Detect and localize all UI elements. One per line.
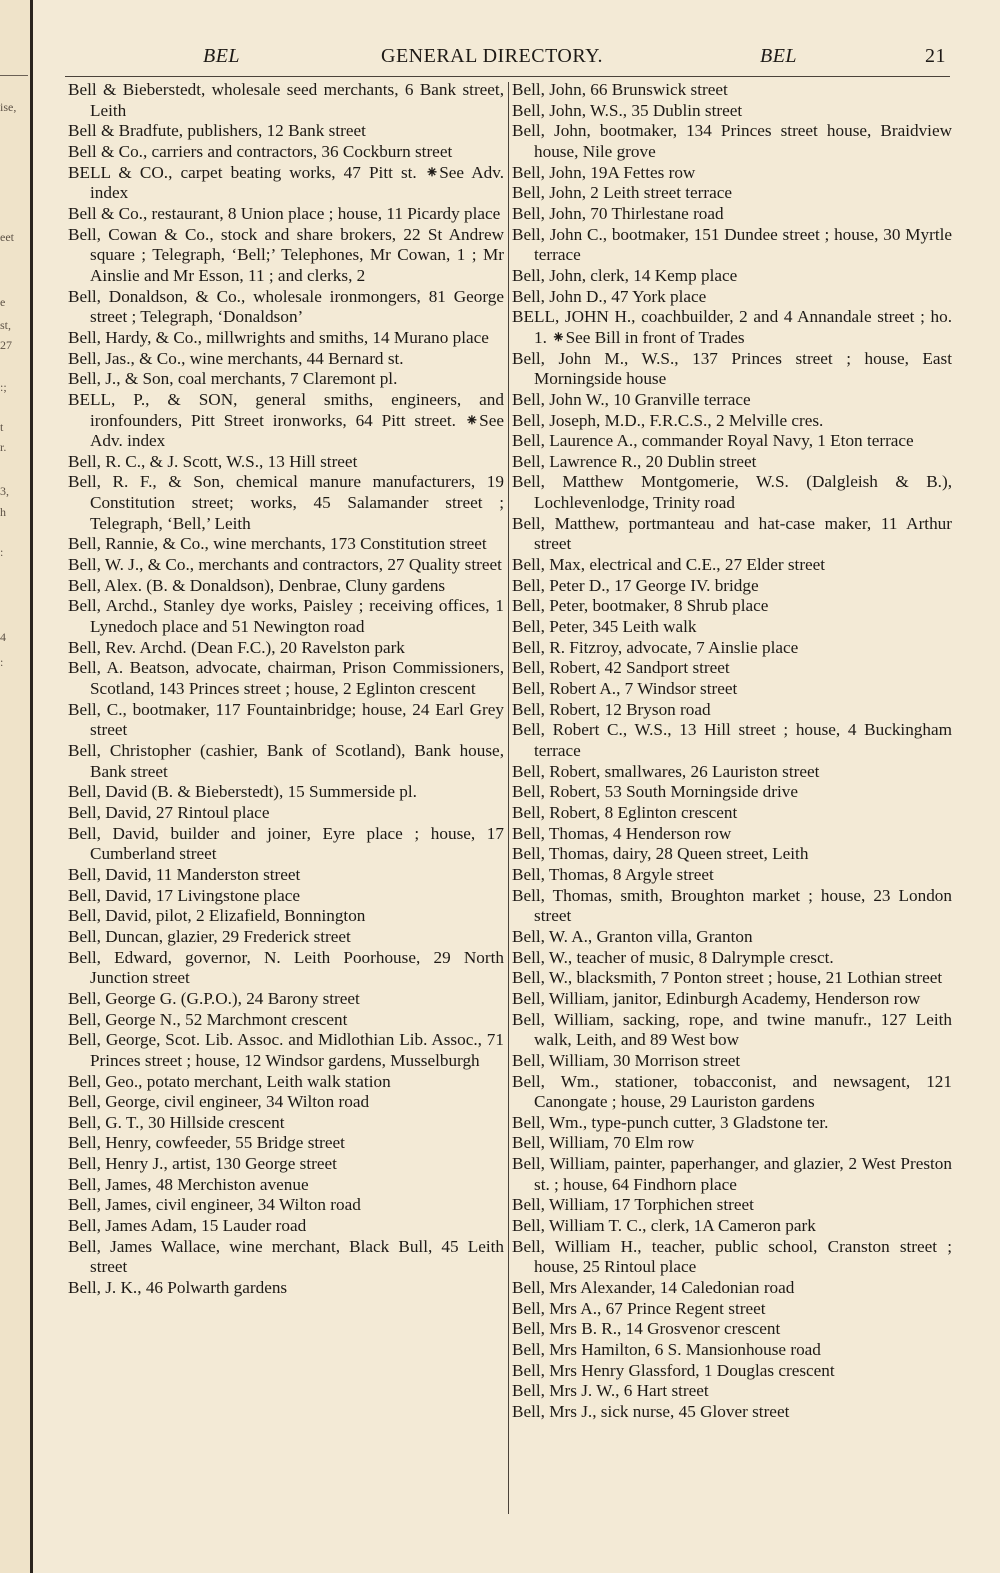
directory-entry: Bell, Max, electrical and C.E., 27 Elder street (512, 555, 826, 575)
directory-entry: Bell, John M., W.S., 137 Princes street ; house, East Morningside house (512, 348, 952, 389)
directory-entry: Bell & Bieberstedt, wholesale seed merchants, 6 Bank street, Leith (68, 80, 504, 120)
directory-entry: Bell, Robert C., W.S., 13 Hill street ; house, 4 Buckingham terrace (512, 720, 952, 760)
directory-entry: Bell, William H., teacher, public school, Cranston street ; house, 25 Rintoul place (512, 1236, 952, 1277)
directory-entry: Bell, W. A., Granton villa, Granton (512, 926, 753, 946)
margin-fragment: 27 (0, 338, 12, 352)
margin-fragment: e (0, 295, 6, 309)
directory-entry: Bell, Rannie, & Co., wine merchants, 173 Constitution street (68, 534, 487, 554)
margin-fragment: st, (0, 318, 12, 332)
directory-entry: Bell, Alex. (B. & Donaldson), Denbrae, Cluny gardens (68, 575, 446, 595)
directory-entry: Bell, Hardy, & Co., millwrights and smiths, 14 Murano place (68, 327, 489, 347)
directory-entry: Bell, Peter D., 17 George IV. bridge (512, 575, 759, 595)
margin-fragment: r. (0, 440, 7, 454)
directory-entry: Bell, J., & Son, coal merchants, 7 Claremont pl. (68, 369, 398, 389)
directory-entry: Bell, W. J., & Co., merchants and contractors, 27 Quality street (68, 555, 502, 575)
directory-entry: Bell, Lawrence R., 20 Dublin street (512, 451, 757, 471)
directory-entry: Bell, James, civil engineer, 34 Wilton road (68, 1195, 361, 1215)
directory-entry: Bell, John, bootmaker, 134 Princes street house, Braidview house, Nile grove (512, 121, 952, 161)
directory-entry: Bell, William, 70 Elm row (512, 1133, 695, 1153)
directory-entry: Bell, Robert, 8 Eglinton crescent (512, 802, 738, 822)
directory-entry: Bell, Mrs Alexander, 14 Caledonian road (512, 1278, 795, 1298)
directory-entry: Bell, G. T., 30 Hillside crescent (68, 1112, 285, 1132)
margin-fragment: eet (0, 230, 14, 244)
directory-entry: Bell, W., teacher of music, 8 Dalrymple cresct. (512, 947, 834, 967)
margin-fragment: ise, (0, 100, 17, 114)
directory-entry: Bell, Donaldson, & Co., wholesale ironmongers, 81 George street ; Telegraph, ‘Donaldson’ (68, 286, 504, 327)
directory-entry: Bell, R. Fitzroy, advocate, 7 Ainslie place (512, 637, 799, 657)
directory-entry: Bell, James Adam, 15 Lauder road (68, 1216, 307, 1236)
directory-entry: Bell, David, 11 Manderston street (68, 864, 301, 884)
directory-entry: Bell, John, 70 Thirlestane road (512, 203, 724, 223)
margin-rule-line (0, 75, 28, 76)
directory-entry: Bell, Mrs J., sick nurse, 45 Glover street (512, 1402, 790, 1421)
directory-entry: Bell, Henry, cowfeeder, 55 Bridge street (68, 1133, 345, 1153)
directory-entry: Bell, Edward, governor, N. Leith Poorhouse, 29 North Junction street (68, 947, 504, 988)
directory-entry: Bell, John, 66 Brunswick street (512, 80, 728, 99)
directory-entry: Bell, R. C., & J. Scott, W.S., 13 Hill street (68, 451, 358, 471)
margin-fragment: : (0, 545, 4, 559)
directory-entry: Bell, John D., 47 York place (512, 286, 707, 306)
directory-entry: Bell, George, Scot. Lib. Assoc. and Midlothian Lib. Assoc., 71 Princes street ; house, 12 Windsor gardens, Musselburgh (68, 1030, 504, 1070)
directory-entry: Bell, Mrs Henry Glassford, 1 Douglas crescent (512, 1360, 835, 1380)
directory-entry: Bell, Archd., Stanley dye works, Paisley ; receiving offices, 1 Lynedoch place and 51 Newington road (68, 596, 504, 637)
directory-entry: Bell, David, builder and joiner, Eyre place ; house, 17 Cumberland street (68, 823, 504, 864)
page-gutter-rule (30, 0, 33, 1573)
directory-entry: Bell, Robert A., 7 Windsor street (512, 679, 738, 699)
left-column (68, 80, 504, 1299)
margin-fragment: : (0, 655, 4, 669)
directory-entry: Bell & Bradfute, publishers, 12 Bank street (68, 121, 366, 141)
margin-fragment: h (0, 505, 6, 519)
directory-entry: Bell, C., bootmaker, 117 Fountainbridge; house, 24 Earl Grey street (68, 699, 504, 740)
directory-entry: Bell, Thomas, 4 Henderson row (512, 823, 732, 843)
directory-entry: Bell, Thomas, dairy, 28 Queen street, Leith (512, 844, 809, 864)
margin-fragment: 3, (0, 484, 9, 498)
directory-entry: Bell, William T. C., clerk, 1A Cameron park (512, 1216, 816, 1236)
directory-entry: Bell, David, 27 Rintoul place (68, 802, 270, 822)
directory-entry: Bell, Laurence A., commander Royal Navy, 1 Eton terrace (512, 431, 914, 451)
directory-entry: Bell, John C., bootmaker, 151 Dundee street ; house, 30 Myrtle terrace (512, 224, 952, 265)
directory-entry: Bell, Matthew Montgomerie, W.S. (Dalgleish & B.), Lochlevenlodge, Trinity road (512, 472, 952, 513)
header-left-guideword: BEL (203, 45, 241, 67)
directory-entry: Bell, Duncan, glazier, 29 Frederick street (68, 926, 351, 946)
directory-entry: Bell, William, sacking, rope, and twine manufr., 127 Leith walk, Leith, and 89 West bow (512, 1009, 952, 1050)
directory-entry: Bell, George, civil engineer, 34 Wilton road (68, 1092, 370, 1112)
directory-entry: Bell, R. F., & Son, chemical manure manufacturers, 19 Constitution street; works, 45 Salamander street ; Telegraph, ‘Bell,’ Leith (68, 472, 504, 533)
directory-entry: Bell, Peter, 345 Leith walk (512, 617, 697, 637)
directory-entry: Bell, Jas., & Co., wine merchants, 44 Bernard st. (68, 348, 404, 368)
directory-entry: BELL & CO., carpet beating works, 47 Pitt st. ⁕See Adv. index (68, 162, 504, 203)
margin-fragment: 4 (0, 630, 6, 644)
directory-entry: Bell, Cowan & Co., stock and share brokers, 22 St Andrew square ; Telegraph, ‘Bell;’ Telephones, Mr Cowan, 1 ; Mr Ainslie and Mr Esson, 11 ; and clerks, 2 (68, 224, 504, 285)
directory-entry: Bell, Peter, bootmaker, 8 Shrub place (512, 596, 769, 616)
directory-entry: Bell, James, 48 Merchiston avenue (68, 1174, 309, 1194)
directory-entry: Bell, Wm., stationer, tobacconist, and newsagent, 121 Canongate ; house, 29 Lauriston gardens (512, 1071, 952, 1112)
directory-entry: Bell, David, 17 Livingstone place (68, 885, 300, 905)
header-rule (65, 76, 950, 77)
directory-entry: Bell, William, 30 Morrison street (512, 1050, 741, 1070)
adjacent-page-margin (0, 0, 30, 1573)
directory-entry: Bell, Thomas, smith, Broughton market ; house, 23 London street (512, 885, 952, 926)
directory-entry: Bell, George N., 52 Marchmont crescent (68, 1009, 348, 1029)
directory-entry: Bell, John, 19A Fettes row (512, 162, 696, 182)
directory-entry: Bell, John, W.S., 35 Dublin street (512, 100, 743, 120)
directory-entry: Bell, J. K., 46 Polwarth gardens (68, 1278, 288, 1298)
directory-entry: Bell, John, 2 Leith street terrace (512, 183, 733, 203)
directory-entry: Bell, A. Beatson, advocate, chairman, Prison Commissioners, Scotland, 143 Princes street ; house, 2 Eglinton crescent (68, 658, 504, 699)
directory-entry: Bell, Robert, 42 Sandport street (512, 658, 730, 678)
directory-entry: Bell, David, pilot, 2 Elizafield, Bonnington (68, 906, 366, 926)
directory-entry: Bell, David (B. & Bieberstedt), 15 Summerside pl. (68, 782, 417, 802)
directory-entry: Bell, John, clerk, 14 Kemp place (512, 265, 738, 285)
directory-entry: BELL, JOHN H., coachbuilder, 2 and 4 Annandale street ; ho. 1. ⁕See Bill in front of Trades (512, 307, 952, 347)
directory-entry: Bell, George G. (G.P.O.), 24 Barony street (68, 988, 360, 1008)
directory-entry: Bell, John W., 10 Granville terrace (512, 389, 751, 409)
column-divider (508, 82, 509, 1514)
directory-entry: Bell, Robert, smallwares, 26 Lauriston street (512, 761, 820, 781)
directory-entry: Bell, Robert, 12 Bryson road (512, 699, 711, 719)
directory-entry: Bell, Mrs A., 67 Prince Regent street (512, 1298, 766, 1318)
header-title: GENERAL DIRECTORY. (381, 45, 603, 67)
directory-entry: BELL, P., & SON, general smiths, engineers, and ironfounders, Pitt Street ironworks, 64 Pitt street. ⁕See Adv. index (68, 389, 504, 451)
directory-entry: Bell, Mrs Hamilton, 6 S. Mansionhouse road (512, 1340, 821, 1360)
directory-entry: Bell & Co., carriers and contractors, 36 Cockburn street (68, 141, 453, 161)
right-column (512, 80, 952, 1423)
directory-entry: Bell, Rev. Archd. (Dean F.C.), 20 Ravelston park (68, 637, 405, 657)
directory-entry: Bell, Wm., type-punch cutter, 3 Gladstone ter. (512, 1112, 829, 1132)
directory-entry: Bell, Christopher (cashier, Bank of Scotland), Bank house, Bank street (68, 741, 504, 781)
margin-fragment: :; (0, 380, 7, 394)
directory-entry: Bell, William, 17 Torphichen street (512, 1195, 754, 1215)
directory-entry: Bell, William, painter, paperhanger, and glazier, 2 West Preston st. ; house, 64 Findhorn place (512, 1154, 952, 1194)
page-number: 21 (925, 45, 946, 67)
directory-entry: Bell & Co., restaurant, 8 Union place ; house, 11 Picardy place (68, 203, 501, 223)
directory-entry: Bell, Joseph, M.D., F.R.C.S., 2 Melville cres. (512, 410, 824, 430)
header-right-guideword: BEL (760, 45, 798, 67)
directory-entry: Bell, Thomas, 8 Argyle street (512, 864, 714, 884)
directory-entry: Bell, Robert, 53 South Morningside drive (512, 782, 798, 802)
directory-entry: Bell, Matthew, portmanteau and hat-case maker, 11 Arthur street (512, 513, 952, 554)
running-header (68, 45, 953, 73)
directory-entry: Bell, W., blacksmith, 7 Ponton street ; house, 21 Lothian street (512, 968, 943, 988)
directory-entry: Bell, James Wallace, wine merchant, Black Bull, 45 Leith street (68, 1236, 504, 1277)
directory-entry: Bell, Henry J., artist, 130 George street (68, 1154, 337, 1174)
directory-entry: Bell, Mrs J. W., 6 Hart street (512, 1381, 709, 1401)
margin-fragment: t (0, 420, 4, 434)
directory-entry: Bell, William, janitor, Edinburgh Academy, Henderson row (512, 988, 921, 1008)
directory-entry: Bell, Mrs B. R., 14 Grosvenor crescent (512, 1319, 781, 1339)
directory-entry: Bell, Geo., potato merchant, Leith walk station (68, 1071, 391, 1091)
